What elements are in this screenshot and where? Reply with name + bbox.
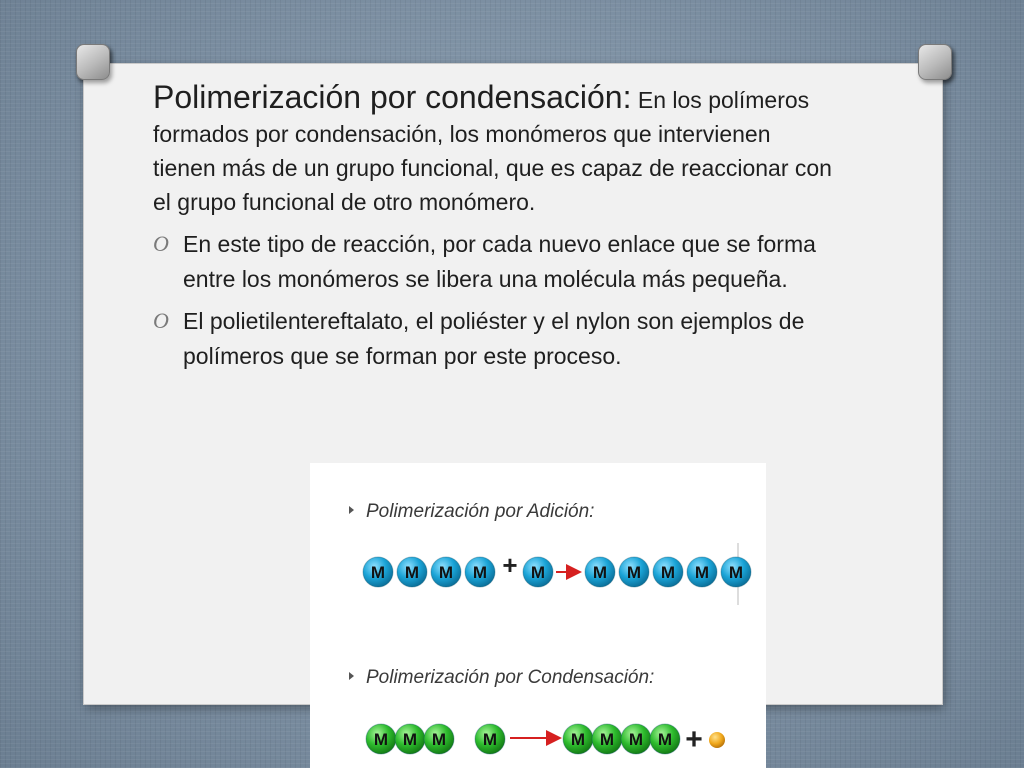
green-monomer [621, 724, 651, 754]
green-monomer [395, 724, 425, 754]
intro-heading: Polimerización por condensación: [153, 79, 632, 115]
blue-monomer [721, 557, 751, 587]
monomer-letter: M [373, 730, 389, 749]
condensation-plus: + [685, 723, 703, 756]
bullet-item [153, 304, 833, 373]
blue-monomer [363, 557, 393, 587]
addition-row [363, 550, 751, 587]
bullet-marker: O [153, 231, 169, 256]
monomer-letter: M [472, 563, 488, 582]
bullet-triangle-icon [349, 672, 354, 680]
bullet-text: El polietilentereftalato, el poliéster y el nylon son ejemplos de polímeros que se forman por este proceso. [183, 308, 805, 369]
addition-label: Polimerización por Adición: [366, 501, 595, 522]
condensation-label: Polimerización por Condensación: [366, 667, 655, 688]
monomer-letter: M [728, 563, 744, 582]
byproduct-molecule [709, 732, 725, 748]
green-monomer [475, 724, 505, 754]
bullet-item [153, 227, 833, 296]
bullet-triangle-icon [349, 506, 354, 514]
monomer-letter: M [404, 563, 420, 582]
monomer-letter: M [657, 730, 673, 749]
blue-monomer [585, 557, 615, 587]
blue-monomer [687, 557, 717, 587]
blue-monomer [523, 557, 553, 587]
blue-monomer [397, 557, 427, 587]
monomer-letter: M [628, 730, 644, 749]
green-monomer [650, 724, 680, 754]
polymerization-figure [310, 463, 766, 768]
green-monomer [592, 724, 622, 754]
bullet-marker: O [153, 308, 169, 333]
blue-monomer [431, 557, 461, 587]
monomer-letter: M [438, 563, 454, 582]
slide-text [153, 80, 833, 373]
bullet-text: En este tipo de reacción, por cada nuevo enlace que se forma entre los monómeros se libera una molécula más pequeña. [183, 231, 816, 292]
monomer-letter: M [402, 730, 418, 749]
blue-monomer [653, 557, 683, 587]
monomer-letter: M [530, 563, 546, 582]
monomer-letter: M [660, 563, 676, 582]
green-monomer [424, 724, 454, 754]
monomer-letter: M [431, 730, 447, 749]
green-monomer [366, 724, 396, 754]
monomer-letter: M [570, 730, 586, 749]
intro-text: En los polímeros formados por condensación, los monómeros que intervienen tienen más de un grupo funcional, que es capaz de reaccionar con el grupo funcional de otro monómero. [153, 87, 832, 215]
monomer-letter: M [370, 563, 386, 582]
green-monomer [563, 724, 593, 754]
pushpin-left-cap [74, 44, 114, 88]
monomer-letter: M [599, 730, 615, 749]
addition-plus: + [502, 550, 518, 580]
monomer-letter: M [626, 563, 642, 582]
monomer-letter: M [592, 563, 608, 582]
condensation-row [366, 723, 725, 756]
monomer-letter: M [482, 730, 498, 749]
intro-paragraph [153, 80, 833, 219]
polymerization-diagram [310, 463, 766, 768]
pushpin-right-cap [916, 44, 956, 88]
blue-monomer [465, 557, 495, 587]
monomer-letter: M [694, 563, 710, 582]
blue-monomer [619, 557, 649, 587]
